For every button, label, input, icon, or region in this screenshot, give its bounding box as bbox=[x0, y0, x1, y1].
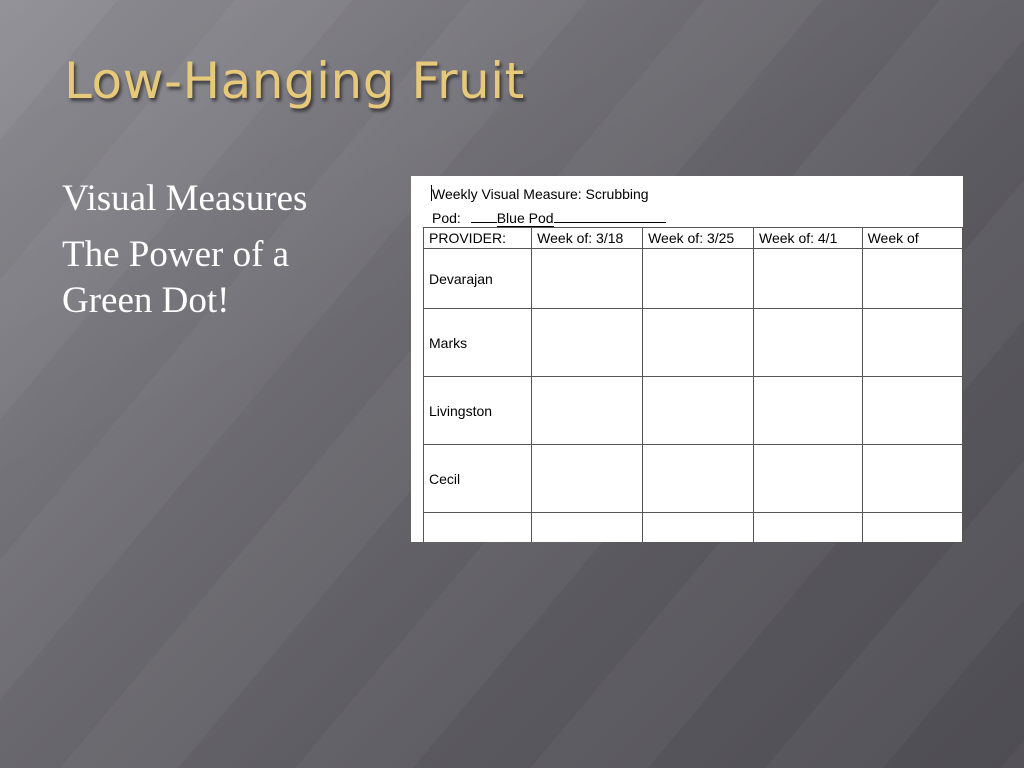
column-header-week: Week of: 3/18 bbox=[532, 228, 643, 249]
table-cell bbox=[643, 309, 754, 377]
table-cell bbox=[754, 309, 863, 377]
provider-name: Devarajan bbox=[424, 249, 532, 309]
table-cell bbox=[643, 249, 754, 309]
table-row bbox=[424, 377, 963, 445]
table-cell bbox=[754, 513, 863, 543]
column-header-week: Week of: 4/1 bbox=[754, 228, 863, 249]
table-cell bbox=[532, 445, 643, 513]
provider-name: Cecil bbox=[424, 445, 532, 513]
table-cell bbox=[643, 513, 754, 543]
table-cell bbox=[754, 249, 863, 309]
pod-label: Pod: bbox=[432, 210, 461, 226]
bullet-list bbox=[62, 176, 382, 334]
bullet-visual-measures: Visual Measures bbox=[62, 178, 308, 219]
column-header-provider: PROVIDER: bbox=[424, 228, 532, 249]
pod-blank-before bbox=[471, 209, 497, 223]
table-cell bbox=[862, 445, 962, 513]
bullet-green-dot: The Power of a Green Dot! bbox=[62, 234, 290, 321]
column-header-week: Week of: 3/25 bbox=[643, 228, 754, 249]
table-cell bbox=[862, 249, 962, 309]
document-pod-line bbox=[432, 209, 666, 226]
table-cell bbox=[862, 309, 962, 377]
table-cell bbox=[532, 309, 643, 377]
table-row bbox=[424, 513, 963, 543]
slide-title: Low-Hanging Fruit bbox=[64, 52, 525, 110]
table-cell bbox=[532, 249, 643, 309]
table-row bbox=[424, 445, 963, 513]
table-cell bbox=[532, 377, 643, 445]
table-cell bbox=[862, 513, 962, 543]
table-cell bbox=[862, 377, 962, 445]
pod-blank-after bbox=[554, 209, 666, 223]
provider-name bbox=[424, 513, 532, 543]
table-cell bbox=[754, 445, 863, 513]
provider-name: Marks bbox=[424, 309, 532, 377]
table-row bbox=[424, 249, 963, 309]
table-cell bbox=[754, 377, 863, 445]
table-row bbox=[424, 309, 963, 377]
provider-table bbox=[423, 227, 963, 542]
table-header-row bbox=[424, 228, 963, 249]
weekly-measure-document bbox=[411, 176, 963, 542]
table-cell bbox=[532, 513, 643, 543]
provider-name: Livingston bbox=[424, 377, 532, 445]
table-cell bbox=[643, 445, 754, 513]
table-cell bbox=[643, 377, 754, 445]
document-heading: Weekly Visual Measure: Scrubbing bbox=[432, 186, 649, 202]
pod-value: Blue Pod bbox=[496, 210, 554, 226]
column-header-week: Week of bbox=[862, 228, 962, 249]
